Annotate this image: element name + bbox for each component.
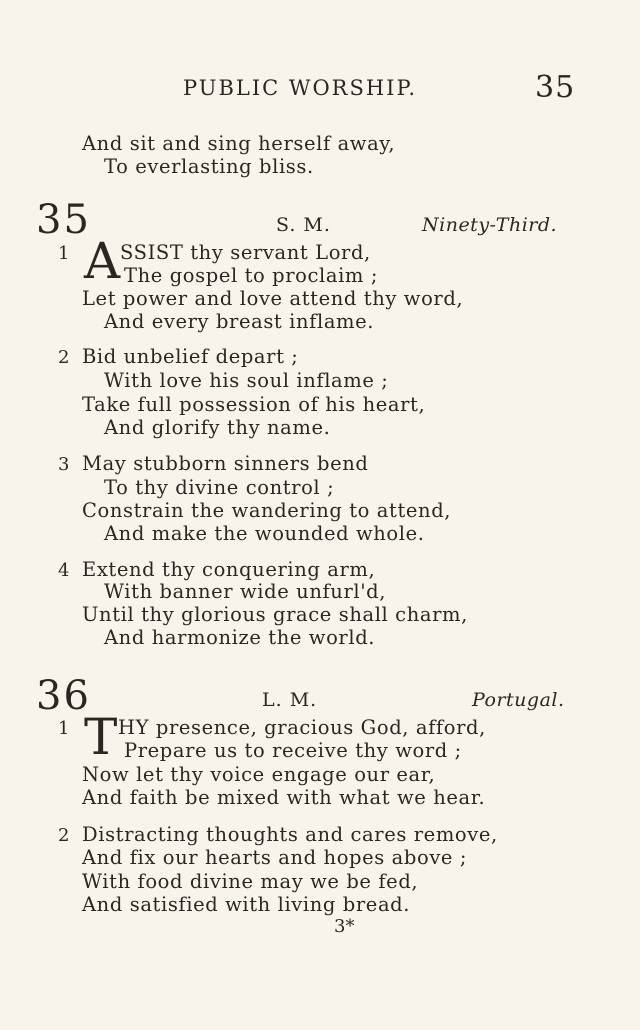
- running-header: PUBLIC WORSHIP.: [183, 76, 418, 100]
- verse-line: With love his soul inflame ;: [104, 369, 389, 392]
- hymn-number: 35: [36, 197, 91, 243]
- verse-line: Let power and love attend thy word,: [82, 287, 464, 310]
- verse-number: 1: [58, 718, 70, 739]
- verse-line: May stubborn sinners bend: [82, 452, 369, 475]
- hymn-number: 36: [36, 673, 91, 719]
- page-number: 35: [535, 70, 576, 105]
- continuation-line: To everlasting bliss.: [104, 155, 314, 178]
- verse-line: And make the wounded whole.: [104, 522, 425, 545]
- verse-line: Prepare us to receive thy word ;: [124, 739, 462, 762]
- drop-cap: T: [84, 708, 118, 766]
- verse-line: SSIST thy servant Lord,: [120, 241, 371, 264]
- verse-line: Bid unbelief depart ;: [82, 345, 299, 368]
- verse-line: And glorify thy name.: [104, 416, 331, 439]
- verse-line: HY presence, gracious God, afford,: [118, 716, 486, 739]
- verse-number: 4: [58, 560, 70, 581]
- verse-line: Now let thy voice engage our ear,: [82, 763, 436, 786]
- verse-line: The gospel to proclaim ;: [124, 264, 378, 287]
- verse-number: 2: [58, 825, 70, 846]
- verse-line: Until thy glorious grace shall charm,: [82, 603, 468, 626]
- hymn-tune: Ninety-Third.: [422, 214, 558, 236]
- verse-number: 1: [58, 243, 70, 264]
- verse-line: And harmonize the world.: [104, 626, 376, 649]
- verse-number: 2: [58, 347, 70, 368]
- drop-cap: A: [84, 232, 121, 290]
- verse-line: Take full possession of his heart,: [82, 393, 426, 416]
- continuation-line: And sit and sing herself away,: [82, 132, 396, 155]
- hymn-meter: S. M.: [276, 214, 331, 236]
- hymn-tune: Portugal.: [472, 689, 565, 711]
- verse-line: To thy divine control ;: [104, 476, 335, 499]
- verse-line: And every breast inflame.: [104, 310, 375, 333]
- verse-line: And satisfied with living bread.: [82, 893, 411, 916]
- verse-number: 3: [58, 454, 70, 475]
- signature-mark: 3*: [334, 916, 355, 937]
- verse-line: And faith be mixed with what we hear.: [82, 786, 486, 809]
- verse-line: Extend thy conquering arm,: [82, 558, 376, 581]
- hymn-meter: L. M.: [262, 689, 318, 711]
- verse-line: And fix our hearts and hopes above ;: [82, 846, 468, 869]
- verse-line: With food divine may we be fed,: [82, 870, 419, 893]
- verse-line: Distracting thoughts and cares remove,: [82, 823, 498, 846]
- verse-line: With banner wide unfurl'd,: [104, 580, 387, 603]
- verse-line: Constrain the wandering to attend,: [82, 499, 452, 522]
